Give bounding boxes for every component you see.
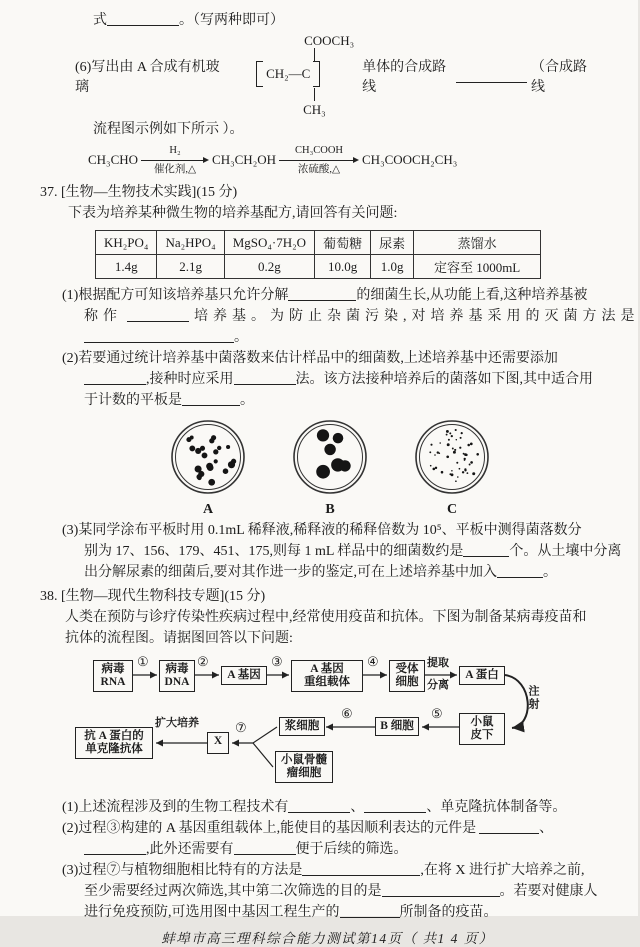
vaccine-antibody-flowchart — [75, 655, 575, 793]
text-segment: 别为 17、156、179、451、175,则每 1 mL 样品中的细菌数约是 — [84, 544, 464, 559]
q38-sub3-line3 — [84, 902, 595, 923]
box-text: X — [213, 735, 223, 747]
answer-blank — [288, 287, 356, 301]
text-segment: 。 — [234, 330, 248, 345]
petri-dish-a — [168, 417, 248, 497]
table-cell: 10.0g — [315, 255, 371, 279]
flow-box-plasma-cell — [279, 717, 325, 736]
flow-box-monoclonal-antibody — [75, 727, 153, 759]
text-segment: (2)若要通过统计培养基中菌落数来估计样品中的细菌数,上述培养基中还需要添加 — [62, 351, 558, 366]
text-segment: 式 — [93, 13, 107, 28]
text-segment: (3)过程⑦与植物细胞相比特有的方法是 — [62, 863, 303, 878]
table-cell: 1.0g — [371, 255, 414, 279]
box-text: 皮下 — [470, 729, 494, 741]
text-segment: 进行免疫预防,可选用图中基因工程生产的 — [84, 905, 340, 920]
text-segment: 流程图示例如下所示 ）。 — [93, 122, 244, 137]
text-segment: 的细菌生长,从功能上看,这种培养基被 — [356, 288, 588, 303]
arrow-shaft — [141, 160, 203, 161]
box-text: A 基因 — [310, 663, 344, 675]
table-cell: 0.2g — [224, 255, 314, 279]
text-segment: 。 — [543, 565, 557, 580]
bond-line — [314, 48, 315, 61]
box-text: RNA — [100, 676, 126, 688]
q37-sub2-line1 — [62, 348, 595, 369]
question-title: [生物—生物技术实践](15 分) — [61, 185, 238, 200]
equation-intermediate: CH₃CH₂OH — [212, 152, 277, 167]
separate-label: 分离 — [427, 679, 449, 691]
flow-box-a-protein — [459, 666, 505, 685]
q38-sub2-line1 — [62, 818, 595, 839]
arrow-shaft — [279, 160, 353, 161]
answer-blank — [84, 329, 234, 343]
polymer-bracket-left — [256, 61, 263, 87]
structure-bond: — — [288, 66, 302, 81]
box-text: B 细胞 — [380, 720, 414, 732]
flow-box-mouse-subcutaneous — [459, 713, 505, 745]
arrow-condition-above: CH₃COOH — [295, 145, 344, 156]
petri-dish-c — [412, 417, 492, 497]
arrowhead-icon — [353, 157, 359, 163]
text-segment: 所制备的疫苗。 — [399, 905, 498, 920]
box-text: DNA — [164, 676, 190, 688]
q38-sub3-line2 — [84, 881, 598, 902]
box-text: 病毒 — [165, 663, 189, 675]
text-segment: 。（写两种即可） — [179, 13, 284, 28]
box-text: 瘤细胞 — [286, 767, 322, 779]
structure-bottom-group: CH₃ — [303, 102, 326, 117]
structure-c: C — [301, 66, 311, 81]
box-text: 病毒 — [101, 663, 125, 675]
q37-sub2-line3 — [84, 390, 595, 411]
answer-blank — [456, 69, 527, 83]
structure-ch2: CH₂ — [266, 66, 289, 81]
bond-line — [314, 88, 315, 101]
page-footer: 蚌埠市高三理科综合能力测试第14页（ 共1 4 页） — [161, 931, 494, 946]
text-segment: 个。从土壤中分离 — [509, 544, 622, 559]
chem-q6-line — [75, 33, 595, 119]
text-segment: (1)上述流程涉及到的生物工程技术有 — [62, 800, 289, 815]
table-cell: 2.1g — [157, 255, 224, 279]
step-5-label: ⑤ — [431, 706, 443, 721]
box-text: A 蛋白 — [465, 669, 499, 681]
text-segment: 培养基。为防止杂菌污染,对培养基采用的灭菌方法是 — [194, 309, 640, 324]
petri-dish-b-wrap — [290, 417, 370, 518]
chem-q6-cont — [93, 119, 595, 140]
q38-intro-line2 — [65, 628, 595, 649]
text-segment: 。 — [240, 393, 254, 408]
table-value-row — [96, 255, 541, 279]
text-segment: （合成路线 — [531, 60, 587, 95]
flow-box-virus-dna — [159, 660, 195, 692]
table-header-cell: MgSO₄·7H₂O — [224, 231, 314, 255]
table-header-cell: KH₂PO₄ — [96, 231, 157, 255]
text-segment: ,接种时应采用 — [146, 372, 234, 387]
arrow-condition-above: H₂ — [169, 145, 181, 156]
box-text: 单克隆抗体 — [85, 743, 143, 755]
table-cell: 1.4g — [96, 255, 157, 279]
text-segment: 便于后续的筛选。 — [295, 842, 408, 857]
equation-reactant: CH₃CHO — [88, 152, 139, 167]
text-segment: (2)过程③构建的 A 基因重组载体上,能使目的基因顺利表达的元件是 — [62, 821, 477, 836]
expand-culture-label: 扩大培养 — [155, 717, 199, 729]
reaction-equation — [88, 144, 595, 176]
structure-backbone — [256, 61, 320, 87]
box-text: A 基因 — [227, 669, 261, 681]
polymer-bracket-right — [313, 61, 320, 87]
table-cell: 定容至 1000mL — [414, 255, 541, 279]
dish-label: C — [446, 502, 458, 517]
reaction-arrow — [141, 144, 209, 176]
text-segment: 出分解尿素的细菌后,要对其作进一步的鉴定,可在上述培养基中加入 — [84, 565, 497, 580]
box-text: 细胞 — [395, 676, 419, 688]
answer-blank — [107, 12, 179, 26]
step-7-label: ⑦ — [235, 720, 247, 735]
text-segment: 法。该方法接种培养后的菌落如下图,其中适合用 — [295, 372, 593, 387]
answer-blank — [340, 904, 400, 918]
arrowhead-icon — [203, 157, 209, 163]
q38-title-line — [40, 586, 595, 607]
step-2-label: ② — [197, 654, 209, 669]
answer-blank — [234, 371, 296, 385]
text-segment: (3)某同学涂布平板时用 0.1mL 稀释液,稀释液的稀释倍数为 10⁵、平板中测得菌落数分 — [62, 523, 582, 538]
answer-blank — [84, 841, 146, 855]
box-text: 受体 — [395, 663, 419, 675]
answer-blank — [382, 883, 500, 897]
reaction-arrow — [279, 144, 359, 176]
equation-product: CH₃COOCH₂CH₃ — [362, 152, 458, 167]
arrow-condition-below: 催化剂,△ — [153, 164, 197, 175]
dish-label: A — [202, 502, 214, 517]
dish-label: B — [325, 502, 335, 517]
q38-intro-line1 — [65, 607, 595, 628]
table-header-cell: 葡萄糖 — [315, 231, 371, 255]
petri-dish-b — [290, 417, 370, 497]
extract-label: 提取 — [427, 657, 449, 669]
q37-sub1-line2 — [84, 306, 640, 327]
answer-blank — [463, 543, 509, 557]
polymer-structure — [226, 33, 356, 119]
text-segment: 单体的合成路线 — [362, 60, 447, 95]
q38-sub1-line — [62, 797, 595, 818]
step-1-label: ① — [137, 654, 149, 669]
step-4-label: ④ — [367, 654, 379, 669]
text-segment: 。若要对健康人 — [499, 884, 598, 899]
flow-box-x — [207, 732, 229, 754]
box-text: 浆细胞 — [284, 720, 320, 732]
media-recipe-table — [95, 230, 541, 279]
question-number: 38. — [40, 589, 58, 604]
box-text: 小鼠 — [470, 716, 494, 728]
q37-intro — [68, 203, 595, 224]
q38-sub2-line2 — [84, 839, 595, 860]
step-3-label: ③ — [271, 654, 283, 669]
q38-sub3-line1 — [62, 860, 595, 881]
q37-sub3-line3 — [84, 562, 595, 583]
answer-blank — [182, 392, 240, 406]
q37-sub1-line1 — [62, 285, 595, 306]
flow-box-a-gene — [221, 666, 267, 685]
table-header-row — [96, 231, 541, 255]
flow-box-virus-rna — [93, 660, 133, 692]
petri-dish-a-wrap — [168, 417, 248, 518]
text-segment: 下表为培养某种微生物的培养基配方,请回答有关问题: — [68, 206, 398, 221]
flow-box-b-cell — [375, 717, 419, 736]
answer-blank — [234, 841, 296, 855]
text-segment: 于计数的平板是 — [84, 393, 182, 408]
text-segment: 、单克隆抗体制备等。 — [426, 800, 567, 815]
text-segment: (6)写出由 A 合成有机玻璃 — [75, 60, 220, 95]
text-segment: 称作 — [84, 309, 122, 324]
q37-sub3-line1 — [62, 520, 595, 541]
inject-label: 注射 — [527, 685, 539, 711]
q37-sub3-line2 — [84, 541, 622, 562]
answer-blank — [127, 308, 189, 322]
box-text: 重组载体 — [304, 676, 350, 688]
answer-blank — [479, 820, 539, 834]
answer-blank — [84, 371, 146, 385]
step-6-label: ⑥ — [341, 706, 353, 721]
answer-blank — [302, 862, 420, 876]
text-segment: 至少需要经过两次筛选,其中第二次筛选的目的是 — [84, 884, 382, 899]
answer-blank — [497, 564, 543, 578]
table-header-cell: Na₂HPO₄ — [157, 231, 224, 255]
q37-sub2-line2 — [84, 369, 595, 390]
question-number: 37. — [40, 185, 58, 200]
structure-top-group: COOCH₃ — [304, 33, 355, 48]
table-header-cell: 尿素 — [371, 231, 414, 255]
arrow-condition-below: 浓硫酸,△ — [297, 164, 341, 175]
q37-title-line — [40, 182, 595, 203]
box-text: 抗 A 蛋白的 — [84, 730, 144, 742]
answer-blank — [364, 799, 426, 813]
petri-dish-c-wrap — [412, 417, 492, 518]
text-segment: 抗体的流程图。请据图回答以下问题: — [65, 631, 293, 646]
text-segment: 、 — [539, 821, 554, 836]
box-text: 小鼠骨髓 — [281, 754, 327, 766]
flow-box-receptor-cell — [389, 660, 425, 692]
chem-blank-line — [93, 10, 595, 31]
flow-box-myeloma-cell — [275, 751, 333, 783]
text-segment: ,在将 X 进行扩大培养之前, — [420, 863, 585, 878]
text-segment: 、 — [350, 800, 365, 815]
flow-box-recombinant-vector — [291, 660, 363, 692]
text-segment: ,此外还需要有 — [146, 842, 234, 857]
q37-sub1-line3 — [84, 327, 595, 348]
text-segment: (1)根据配方可知该培养基只允许分解 — [62, 288, 289, 303]
table-header-cell: 蒸馏水 — [414, 231, 541, 255]
text-segment: 人类在预防与诊疗传染性疾病过程中,经常使用疫苗和抗体。下图为制备某病毒疫苗和 — [65, 610, 587, 625]
answer-blank — [288, 799, 350, 813]
question-title: [生物—现代生物科技专题](15 分) — [61, 589, 266, 604]
petri-dish-figure — [168, 417, 595, 518]
